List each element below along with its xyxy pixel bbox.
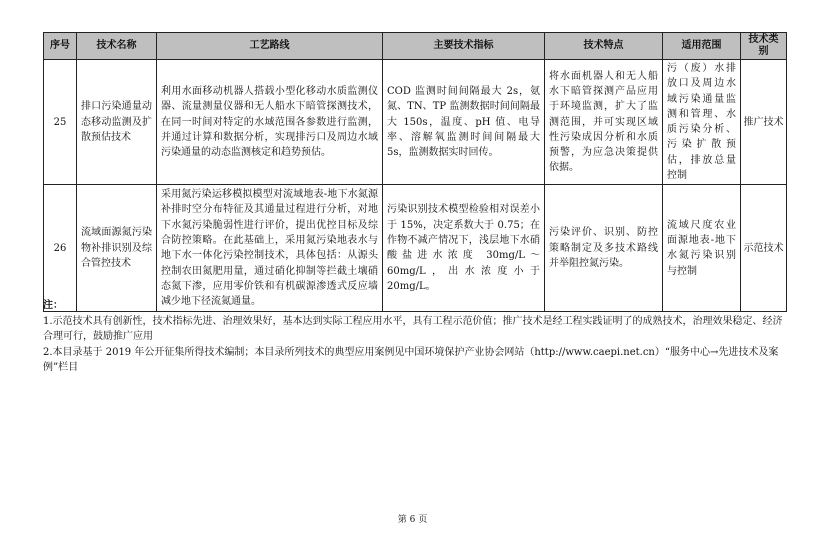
header-index: 主要技术指标	[383, 33, 545, 60]
tech-category: 示范技术	[741, 185, 787, 312]
header-category: 技术类别	[741, 33, 787, 60]
page-number: 第 6 页	[397, 515, 428, 525]
technology-table	[43, 32, 787, 312]
tech-name: 流域面源氮污染物补排识别及综合管控技术	[77, 185, 157, 312]
header-no: 序号	[44, 33, 77, 60]
process-route: 采用氮污染运移模拟模型对流域地表-地下水氮源补排时空分布特征及其通量过程进行分析，对地下水氮污染脆弱性进行评价，提出优控目标及综合防控策略。在此基础上，采用氮污染地表水与地下水一体化污染控制技术，具体包括：从源头控制农田氮肥用量，通过硝化抑制等拦截土壤硝态氮下渗，应用零价铁和有机碳源渗透式反应墙减少地下径流氮通量。	[157, 185, 383, 312]
process-route: 利用水面移动机器人搭载小型化移动水质监测仪器、流量测量仪器和无人船水下暗管探测技术，在同一时间对特定的水域范围各参数进行监测，并通过计算和数据分析，实现排污口及周边水域污染通量的动态监测核定和趋势预估。	[157, 60, 383, 185]
notes-section	[43, 298, 788, 376]
application-scope: 流域尺度农业面源地表-地下水氮污染识别与控制	[663, 185, 741, 312]
table-header-row	[44, 33, 787, 60]
table-row	[44, 185, 787, 312]
tech-feature: 将水面机器人和无人船水下暗管探测产品应用于环境监测，扩大了监测范围，并可实现区域性污染成因分析和水质预警，为应急决策提供依据。	[545, 60, 663, 185]
notes-title: 注：	[43, 300, 63, 311]
tech-feature: 污染评价、识别、防控策略制定及多技术路线并举阻控氮污染。	[545, 185, 663, 312]
application-scope: 污（废）水排放口及周边水域污染通量监测和管理、水质污染分析、污染扩散预估，排放总量控制	[663, 60, 741, 185]
header-route: 工艺路线	[157, 33, 383, 60]
row-number: 26	[44, 185, 77, 312]
technical-index: 污染识别技术模型检验相对误差小于 15%，决定系数大于 0.75；在作物不减产情况下，浅层地下水硝酸盐进水浓度 30mg/L～60mg/L，出水浓度小于 20mg/L。	[383, 185, 545, 312]
header-name: 技术名称	[77, 33, 157, 60]
tech-category: 推广技术	[741, 60, 787, 185]
header-scope: 适用范围	[663, 33, 741, 60]
technical-index: COD 监测时间间隔最大 2s，氨氮、TN、TP 监测数据时间间隔最大 150s，温度、pH 值、电导率、溶解氧监测时间间隔最大 5s，监测数据实时回传。	[383, 60, 545, 185]
table-row	[44, 60, 787, 185]
note-item-2: 2.本目录基于 2019 年公开征集所得技术编制；本目录所列技术的典型应用案例见中国环境保护产业协会网站（http://www.caepi.net.cn）“服务中心→先进技术及案例”栏目	[43, 346, 779, 373]
note-item-1: 1.示范技术具有创新性，技术指标先进、治理效果好，基本达到实际工程应用水平，具有工程示范价值；推广技术是经工程实践证明了的成熟技术，治理效果稳定、经济合理可行，鼓励推广应用	[43, 315, 783, 342]
tech-name: 排口污染通量动态移动监测及扩散预估技术	[77, 60, 157, 185]
header-feature: 技术特点	[545, 33, 663, 60]
row-number: 25	[44, 60, 77, 185]
